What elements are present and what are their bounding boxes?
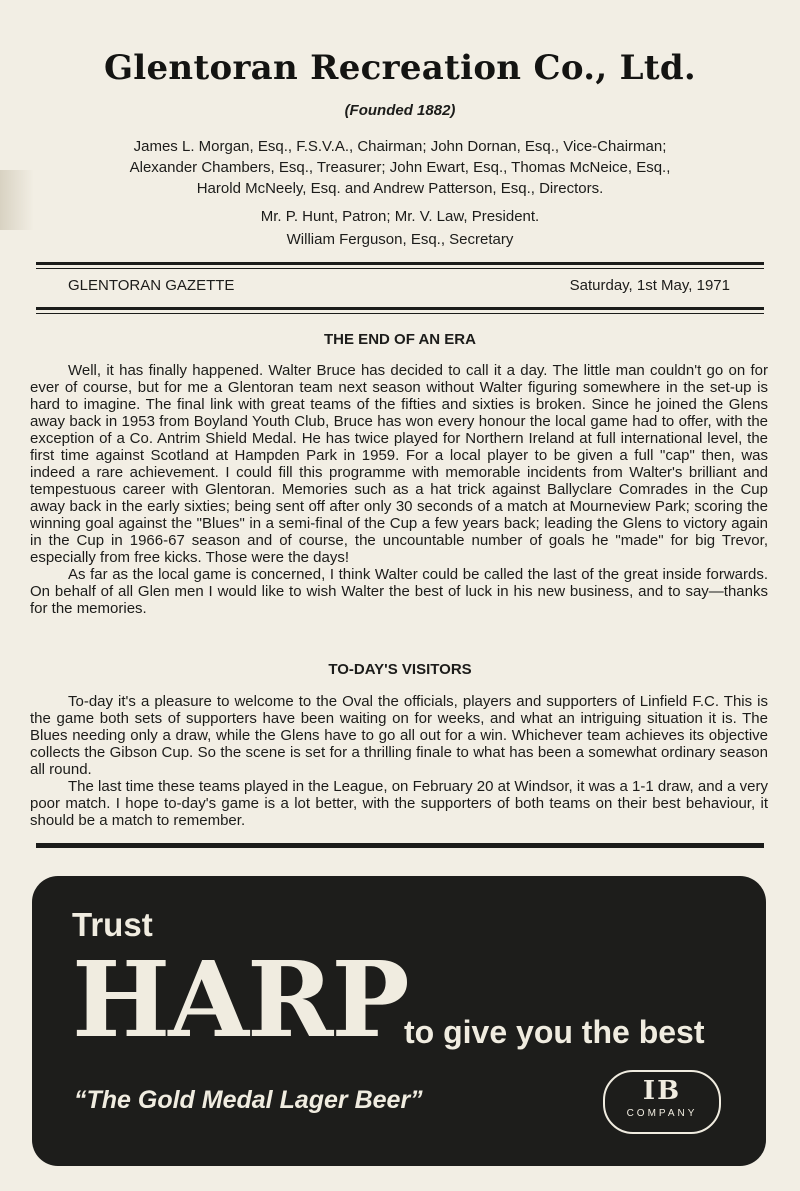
article-paragraph: The last time these teams played in the League, on February 20 at Windsor, it was a 1-1 draw, and a very poor match. I hope to-day's game is a lot better, with the supporters of both teams on their best behaviour, it should be a match to remember.: [30, 778, 768, 829]
ad-trust-text: Trust: [72, 906, 153, 943]
ad-tagline: to give you the best: [404, 1014, 705, 1050]
article-paragraph: To-day it's a pleasure to welcome to the Oval the officials, players and supporters of Linfield F.C. This is the game both sets of supporters have been waiting on for weeks, and what an intriguing situation it is. The Blues needing only a draw, while the Glens have to go all out for a win. Whichever team achieves its objective collects the Gibson Cup. So the scene is set for a thrilling finale to what has been a somewhat ordinary season all round.: [30, 693, 768, 778]
article-heading: TO-DAY'S VISITORS: [328, 661, 472, 678]
divider-bottom: [36, 843, 764, 848]
article-heading: THE END OF AN ERA: [324, 331, 476, 348]
article-paragraph: Well, it has finally happened. Walter Bruce has decided to call it a day. The little man couldn't go on for ever of course, but for me a Glentoran team next season without Walter figuring somewhere in the set-up is hard to imagine. The final link with great teams of the fifties and sixties is broken. Since he joined the Glens away back in 1953 from Boyland Youth Club, Bruce has won every honour the local game had to offer, with the exception of a Co. Antrim Shield Medal. He has twice played for Northern Ireland at full international level, the first time against Scotland at Hampden Park in 1959. For a local player to be given a full "cap" then, was indeed a rare achievement. I could fill this programme with memorable incidents from Walter's brilliant and tempestuous career with Glentoran. Memories such as a hat trick against Ballyclare Comrades in the Cup away back in the early sixties; being sent off after only 30 seconds of a match at Mourneview Park; scoring the winning goal against the "Blues" in a semi-final of the Cup a few years back; leading the Glens to victory again in the Cup in 1966-67 season and of course, the uncountable number of goals he "made" for big Trevor, especially from free kicks. Those were the days!: [30, 362, 768, 566]
divider-mid-thick: [36, 307, 764, 310]
founded-note: (Founded 1882): [344, 102, 456, 119]
gazette-bar: [68, 277, 730, 294]
ib-logo-company: COMPANY: [626, 1108, 698, 1119]
page-title: Glentoran Recreation Co., Ltd.: [103, 48, 697, 88]
secretary-line: William Ferguson, Esq., Secretary: [286, 231, 514, 248]
officials-line: James L. Morgan, Esq., F.S.V.A., Chairman; John Dornan, Esq., Vice-Chairman;: [133, 138, 667, 155]
officials-line: Alexander Chambers, Esq., Treasurer; John Ewart, Esq., Thomas McNeice, Esq.,: [129, 159, 671, 176]
article-body: [30, 693, 768, 829]
ib-logo-mark: IB: [642, 1076, 682, 1106]
divider-mid-thin: [36, 313, 764, 314]
gazette-name: GLENTORAN GAZETTE: [68, 277, 235, 294]
ib-company-logo: [603, 1070, 721, 1134]
article-body: [30, 362, 768, 617]
officials-line: Harold McNeely, Esq. and Andrew Patterson, Esq., Directors.: [196, 180, 604, 197]
divider-top-thick: [36, 262, 764, 265]
ad-slogan: “The Gold Medal Lager Beer”: [74, 1086, 423, 1114]
patron-block: [60, 205, 740, 251]
gazette-date: Saturday, 1st May, 1971: [569, 277, 730, 294]
ad-brand: HARP: [72, 938, 408, 1061]
paper-stain: [0, 170, 34, 230]
harp-advertisement: [32, 876, 766, 1166]
divider-top-thin: [36, 268, 764, 269]
patron-line: Mr. P. Hunt, Patron; Mr. V. Law, President.: [260, 208, 540, 225]
officials-block: [60, 136, 740, 199]
article-paragraph: As far as the local game is concerned, I think Walter could be called the last of the great inside forwards. On behalf of all Glen men I would like to wish Walter the best of luck in his new business, and to say—thanks for the memories.: [30, 566, 768, 617]
